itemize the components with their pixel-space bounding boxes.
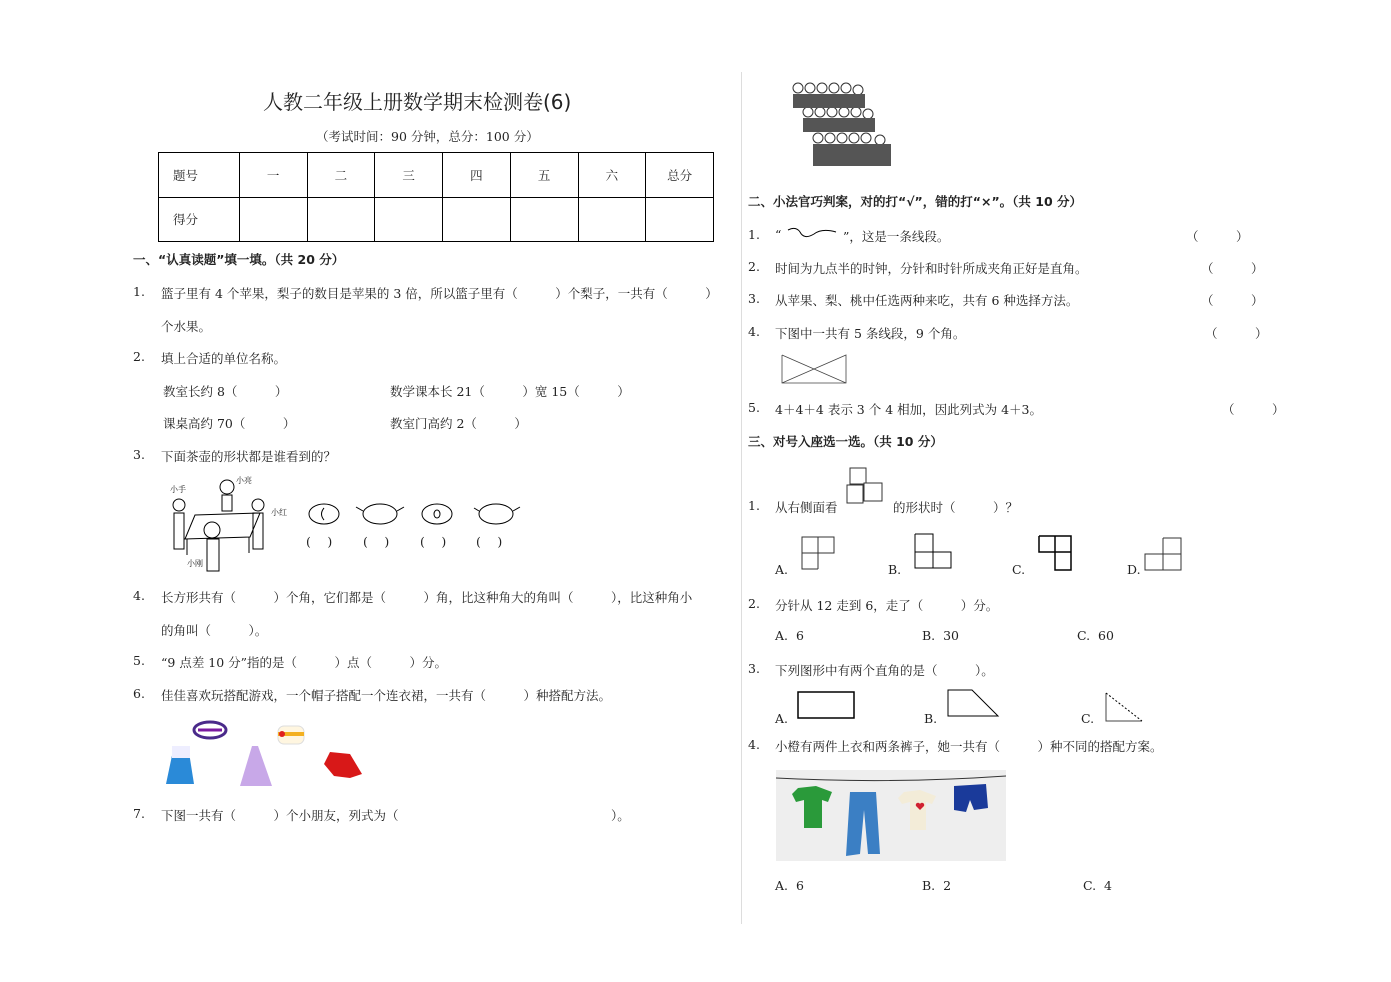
answer-blank[interactable]: ( ) — [420, 534, 447, 549]
clothesline-illustration — [776, 770, 1006, 861]
answer-blank[interactable]: （ ） — [1201, 261, 1264, 276]
option-a[interactable]: A. 6 — [775, 628, 804, 643]
row-label: 得分 — [159, 197, 240, 242]
q-num: 3. — [748, 661, 760, 676]
question-text: 下列图形中有两个直角的是（ ）。 — [775, 663, 994, 678]
q-num: 3. — [748, 291, 760, 306]
answer-blank[interactable]: ( ) — [363, 534, 390, 549]
answer-blank[interactable]: （ ） — [1201, 293, 1264, 308]
header-cell: 三 — [375, 153, 443, 198]
q-num: 5. — [133, 653, 145, 668]
quote-mark: “ — [775, 227, 782, 242]
question-text: 下图一共有（ ）个小朋友，列式为（ ）。 — [161, 808, 630, 823]
answer-blank[interactable]: ( ) — [476, 534, 503, 549]
header-cell: 六 — [578, 153, 646, 198]
children-group-illustration — [788, 80, 903, 180]
score-cell[interactable] — [239, 197, 307, 242]
answer-blank[interactable]: （ ） — [1205, 326, 1268, 341]
option-b[interactable]: B. 2 — [922, 878, 952, 893]
q-num: 2. — [133, 349, 145, 364]
option-a[interactable]: A. 6 — [775, 878, 804, 893]
table-row — [159, 197, 714, 242]
score-cell[interactable] — [443, 197, 511, 242]
kid-name: 小亮 — [236, 476, 252, 485]
question-text: 数学课本长 21（ ）宽 15（ ） — [390, 384, 630, 399]
question-text: 长方形共有（ ）个角，它们都是（ ）角，比这种角大的角叫（ ），比这种角小 — [161, 590, 693, 605]
curve-line-figure — [786, 226, 838, 240]
q-num: 2. — [748, 259, 760, 274]
question-text: 教室长约 8（ ） — [163, 384, 288, 399]
question-text: 个水果。 — [161, 319, 212, 334]
rectangle-shape — [796, 690, 858, 720]
q-num: 5. — [748, 400, 760, 415]
kid-name: 小刚 — [187, 559, 203, 568]
option-c[interactable]: C. — [1081, 711, 1095, 726]
question-text: “9 点差 10 分”指的是（ ）点（ ）分。 — [161, 655, 448, 670]
section2-heading: 二、小法官巧判案，对的打“√”，错的打“×”。（共 10 分） — [748, 194, 1083, 209]
answer-blank[interactable]: ( ) — [306, 534, 333, 549]
page-title: 人教二年级上册数学期末检测卷(6) — [263, 90, 572, 114]
q-num: 2. — [748, 596, 760, 611]
option-a[interactable]: A. — [775, 562, 789, 577]
option-b[interactable]: B. 30 — [922, 628, 960, 643]
option-c[interactable]: C. — [1012, 562, 1026, 577]
bowtie-figure — [780, 353, 850, 385]
question-text: 下图中一共有 5 条线段，9 个角。 — [775, 326, 966, 341]
option-c[interactable]: C. 60 — [1077, 628, 1114, 643]
question-text: 从右侧面看 — [775, 500, 838, 515]
option-b[interactable]: B. — [888, 562, 902, 577]
q-num: 6. — [133, 686, 145, 701]
subtitle: （考试时间：90 分钟，总分：100 分） — [316, 129, 539, 144]
q-num: 1. — [748, 498, 760, 513]
header-cell: 五 — [510, 153, 578, 198]
q-num: 4. — [748, 324, 760, 339]
kid-name: 小手 — [170, 485, 186, 494]
score-cell[interactable] — [307, 197, 375, 242]
question-text: 填上合适的单位名称。 — [161, 351, 287, 366]
answer-blank[interactable]: （ ） — [1186, 229, 1249, 244]
q-num: 3. — [133, 447, 145, 462]
option-d-shape — [1143, 536, 1185, 572]
header-cell: 总分 — [646, 153, 714, 198]
clothes-illustration — [160, 718, 370, 788]
question-text: 4＋4＋4 表示 3 个 4 相加，因此列式为 4＋3。 — [775, 402, 1043, 417]
option-c-shape — [1037, 534, 1077, 574]
header-cell: 二 — [307, 153, 375, 198]
score-cell[interactable] — [375, 197, 443, 242]
header-cell: 题号 — [159, 153, 240, 198]
score-cell[interactable] — [578, 197, 646, 242]
question-text: 课桌高约 70（ ） — [163, 416, 296, 431]
trapezoid-shape — [946, 688, 1002, 720]
table-row — [159, 153, 714, 198]
option-a[interactable]: A. — [775, 711, 789, 726]
score-cell[interactable] — [510, 197, 578, 242]
option-c[interactable]: C. 4 — [1083, 878, 1112, 893]
question-text: 教室门高约 2（ ） — [390, 416, 527, 431]
question-text: 下面茶壶的形状都是谁看到的？ — [161, 449, 337, 464]
question-text: 小橙有两件上衣和两条裤子，她一共有（ ）种不同的搭配方案。 — [775, 739, 1163, 754]
header-cell: 四 — [443, 153, 511, 198]
question-text: 佳佳喜欢玩搭配游戏，一个帽子搭配一个连衣裙，一共有（ ）种搭配方法。 — [161, 688, 612, 703]
option-a-shape — [800, 535, 840, 571]
column-divider — [741, 72, 742, 924]
section3-heading: 三、对号入座选一选。（共 10 分） — [748, 434, 943, 449]
kid-name: 小红 — [271, 508, 287, 517]
question-text: 的形状时（ ）？ — [893, 500, 1019, 515]
score-cell[interactable] — [646, 197, 714, 242]
question-text: ”，这是一条线段。 — [843, 229, 950, 244]
section1-heading: 一、“认真读题”填一填。（共 20 分） — [133, 252, 345, 267]
q-num: 7. — [133, 806, 145, 821]
score-table — [158, 152, 714, 242]
q-num: 1. — [748, 227, 760, 242]
header-cell: 一 — [239, 153, 307, 198]
option-d[interactable]: D. — [1127, 562, 1141, 577]
option-b[interactable]: B. — [924, 711, 938, 726]
question-text: 篮子里有 4 个苹果，梨子的数目是苹果的 3 倍，所以篮子里有（ ）个梨子，一共有（ ） — [161, 286, 718, 301]
teapot-views — [300, 498, 525, 528]
question-text: 时间为九点半的时钟，分针和时针所成夹角正好是直角。 — [775, 261, 1088, 276]
q-num: 1. — [133, 284, 145, 299]
question-text: 的角叫（ ）。 — [161, 623, 268, 638]
cubes-figure — [845, 465, 890, 507]
q-num: 4. — [748, 737, 760, 752]
q-num: 4. — [133, 588, 145, 603]
triangle-shape — [1104, 691, 1146, 723]
answer-blank[interactable]: （ ） — [1222, 402, 1285, 417]
question-text: 分针从 12 走到 6，走了（ ）分。 — [775, 598, 999, 613]
question-text: 从苹果、梨、桃中任选两种来吃，共有 6 种选择方法。 — [775, 293, 1079, 308]
option-b-shape — [913, 532, 955, 572]
